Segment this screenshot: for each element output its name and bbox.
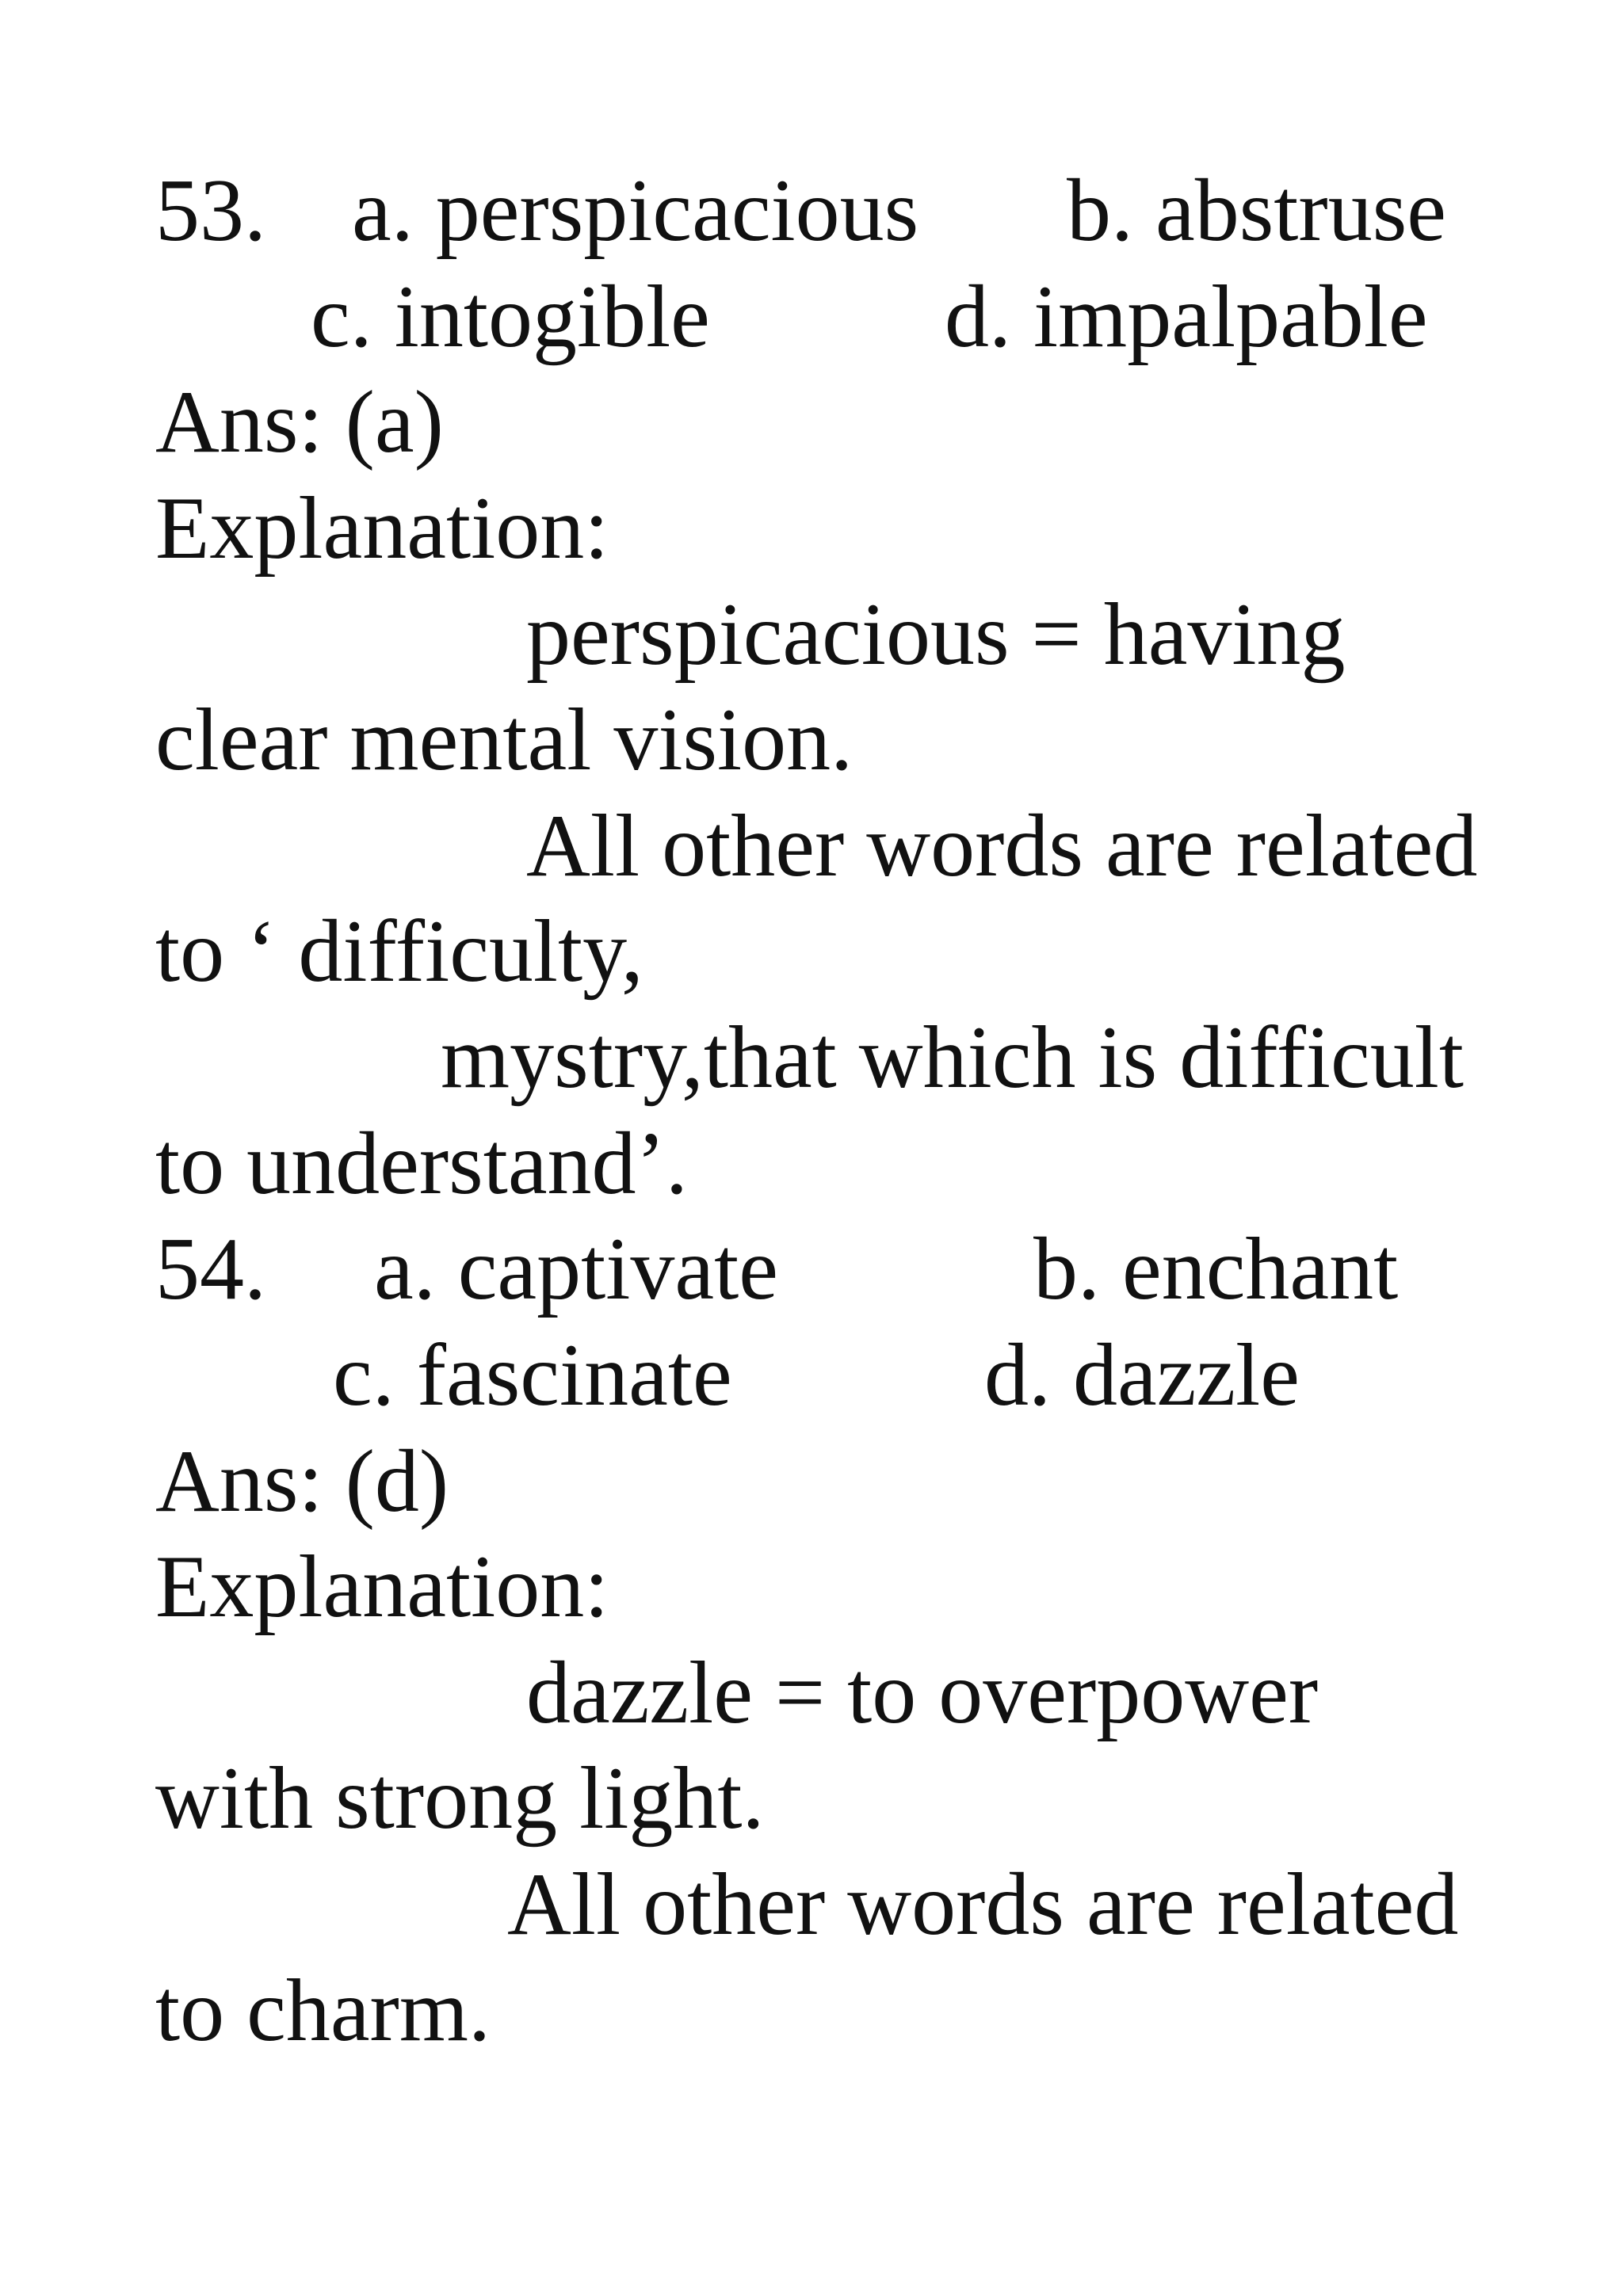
answer-line: Ans: (d) (155, 1432, 449, 1531)
explanation-line: All other words are related (526, 797, 1478, 895)
explanation-line: clear mental vision. (155, 691, 854, 789)
option-a: a. perspicacious (352, 162, 919, 260)
explanation-line: dazzle = to overpower (526, 1644, 1319, 1742)
explanation-label: Explanation: (155, 1538, 609, 1636)
option-a: a. captivate (374, 1220, 778, 1318)
explanation-line: perspicacious = having (526, 585, 1346, 684)
explanation-line: to ‘ difficulty, (155, 902, 643, 1001)
option-b: b. enchant (1033, 1220, 1399, 1318)
option-c: c. intogible (311, 268, 710, 366)
question-number: 53. (155, 162, 266, 260)
option-d: d. impalpable (945, 268, 1428, 366)
explanation-line: to understand’. (155, 1115, 688, 1213)
option-d: d. dazzle (984, 1326, 1300, 1425)
option-b: b. abstruse (1067, 162, 1447, 260)
explanation-line: All other words are related (507, 1855, 1459, 1954)
explanation-line: to charm. (155, 1962, 491, 2060)
explanation-line: mystry,that which is difficult (441, 1009, 1464, 1107)
answer-line: Ans: (a) (155, 373, 444, 471)
question-number: 54. (155, 1220, 266, 1318)
option-c: c. fascinate (333, 1326, 732, 1425)
explanation-line: with strong light. (155, 1749, 765, 1848)
explanation-label: Explanation: (155, 479, 609, 578)
